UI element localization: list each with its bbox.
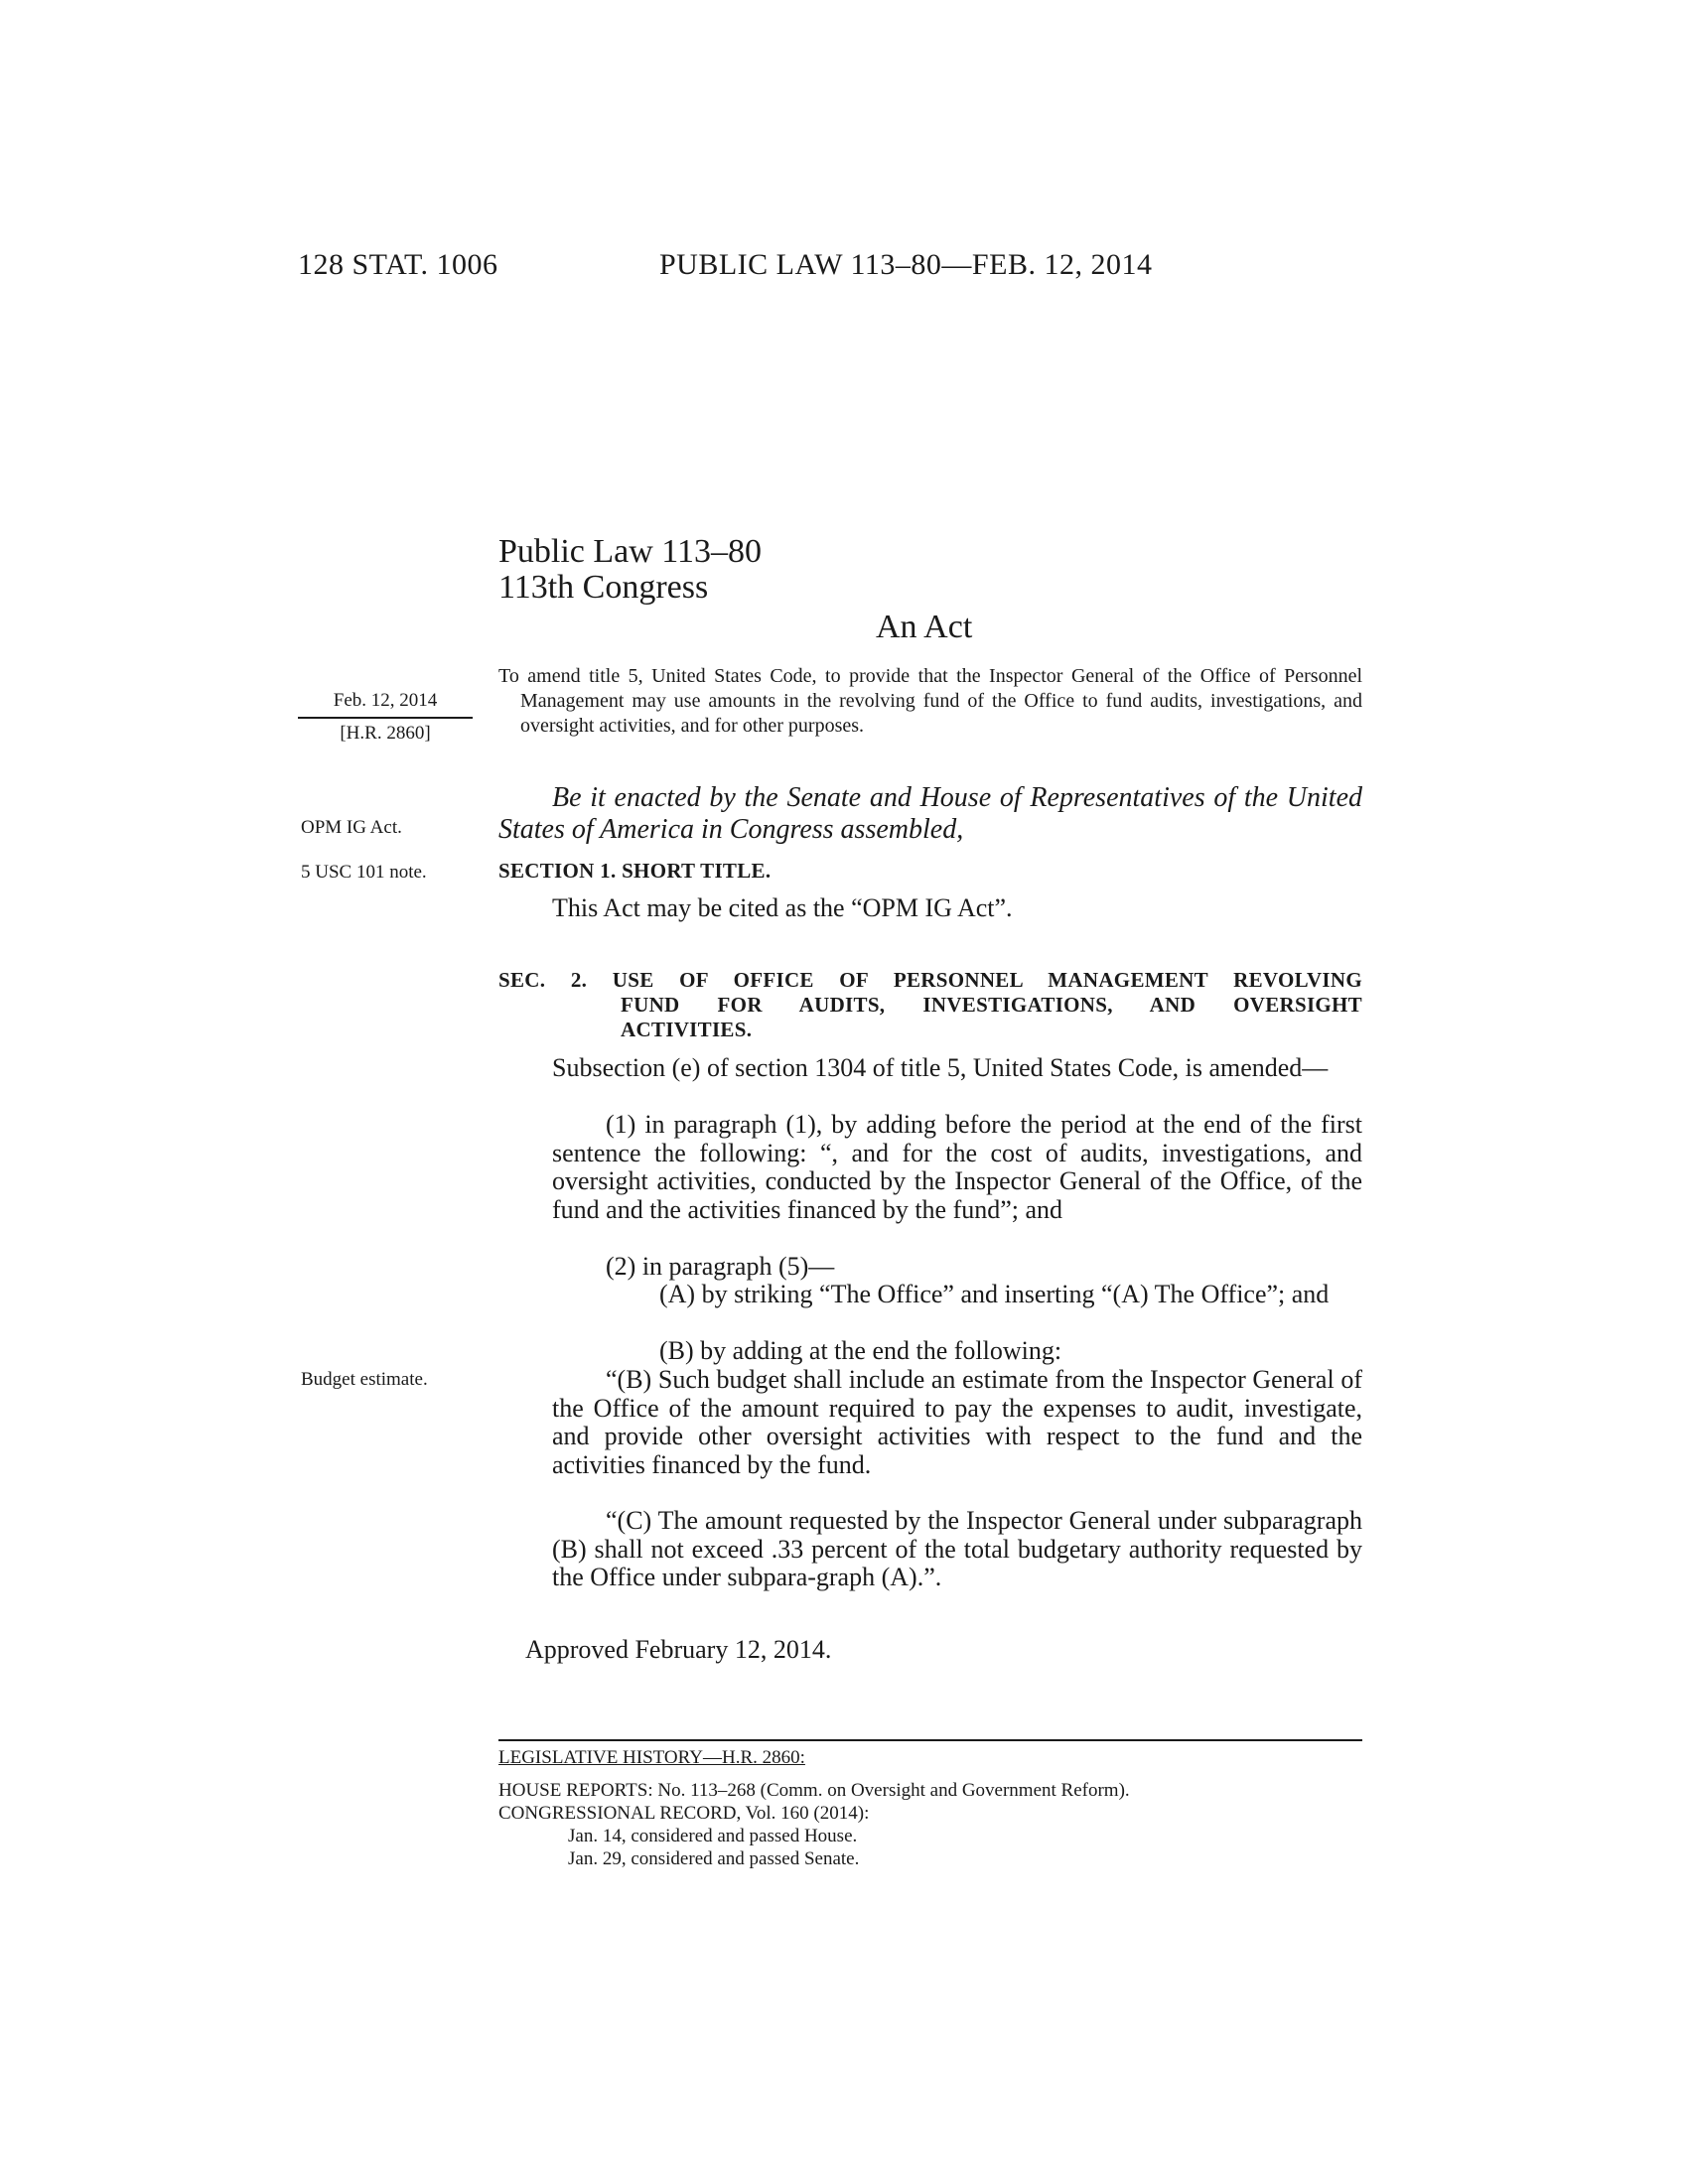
enacting-clause: Be it enacted by the Senate and House of Representatives of the United States of America in Congress assembled, [498,782,1362,845]
act-heading: An Act [876,609,973,645]
approval-date: Approved February 12, 2014. [525,1635,832,1664]
margin-short-title: OPM IG Act. [301,817,402,838]
legislative-history-rule [498,1739,1362,1741]
section1-text: This Act may be cited as the “OPM IG Act”. [552,893,1013,922]
legislative-history-heading: LEGISLATIVE HISTORY—H.R. 2860: [498,1747,805,1768]
quoted-subparagraph-b: “(B) Such budget shall include an estimate from the Inspector General of the Office of the amount required to pay the expenses to audit, investigate, and provide other oversight activities with respect to the fund and the activities financed by the fund. [552,1365,1362,1479]
house-reports: HOUSE REPORTS: No. 113–268 (Comm. on Oversight and Government Reform). [498,1780,1130,1801]
section1-heading: SECTION 1. SHORT TITLE. [498,859,772,883]
history-action-house: Jan. 14, considered and passed House. [568,1826,858,1846]
section2-paragraph-2: (2) in paragraph (5)— [606,1252,835,1281]
section2-paragraph-1: (1) in paragraph (1), by adding before the period at the end of the first sentence the following: “, and for the cost of audits, investigations, and oversight activities, conducted by the Inspector General of the Office, of the fund and the activities financed by the fund”; and [552,1110,1362,1224]
margin-divider [298,717,473,719]
section2-heading-line1: SEC. 2. USE OF OFFICE OF PERSONNEL MANAGEMENT REVOLVING [498,968,1362,992]
section2-intro: Subsection (e) of section 1304 of title 5, United States Code, is amended— [552,1053,1329,1082]
section2-heading-line3: ACTIVITIES. [621,1018,753,1041]
margin-date: Feb. 12, 2014 [333,690,438,711]
section2-heading-line2: FUND FOR AUDITS, INVESTIGATIONS, AND OVERSIGHT [621,993,1362,1017]
history-action-senate: Jan. 29, considered and passed Senate. [568,1848,860,1869]
stat-page-number: 128 STAT. 1006 [298,248,498,281]
margin-usc-note: 5 USC 101 note. [301,862,427,883]
running-title: PUBLIC LAW 113–80—FEB. 12, 2014 [659,248,1153,281]
congressional-record: CONGRESSIONAL RECORD, Vol. 160 (2014): [498,1803,870,1824]
section2-subparagraph-a: (A) by striking “The Office” and inserting “(A) The Office”; and [659,1280,1330,1308]
purpose-clause: To amend title 5, United States Code, to provide that the Inspector General of the Office of Personnel Management may use amounts in the revolving fund of the Office to fund audits, investigations, and oversight activities, and for other purposes. [498,665,1362,737]
law-number: Public Law 113–80 [498,533,763,570]
quoted-subparagraph-c: “(C) The amount requested by the Inspector General under subparagraph (B) shall not exceed .33 percent of the total budgetary authority requested by the Office under subpara-graph (A).”. [552,1506,1362,1591]
congress-number: 113th Congress [498,569,709,606]
margin-bill-number: [H.R. 2860] [340,723,431,744]
margin-budget-estimate: Budget estimate. [301,1369,428,1390]
section2-subparagraph-b: (B) by adding at the end the following: [659,1336,1062,1365]
